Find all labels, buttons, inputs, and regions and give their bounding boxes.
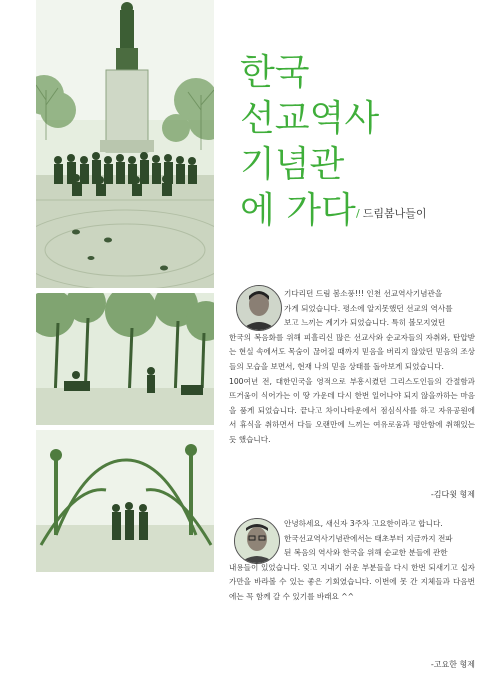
flower-arch-photo (36, 430, 214, 572)
signature-go-yohan: -고요한 형제 (430, 660, 475, 669)
article-line: 기다리던 드림 봄소풍!!! 인천 선교역사기념관을 (284, 289, 443, 298)
byline-slash: / (356, 207, 360, 220)
article-line: 보고 느끼는 계기가 되었습니다. 특히 볼모지였던 (284, 318, 446, 328)
article-body: 내용들이 있었습니다. 잊고 지내기 쉬운 부분들을 다시 한번 되새기고 십자가만을 바라볼 수 있는 좋은 기회였습니다. 이번에 못 간 지체들과 다음번에는 꼭 함께 갈 수 있기를 바래요 ^^ (229, 562, 475, 601)
statue-group-photo (36, 0, 214, 288)
signature-kim-dawit: -김다윗 형제 (430, 490, 475, 499)
byline (356, 205, 426, 221)
article-body: 한국의 복음화를 위해 피흘리신 많은 선교사와 순교자들의 자취와, 탄압받는 현실 속에서도 목숨이 끊어질 때까지 믿음을 버리지 않았던 믿음의 조상들의 모습을 보면서, 현재 나의 믿음 상태를 돌아보게 되었습니다. (229, 332, 475, 371)
title-line-4: 에 가다 (240, 190, 356, 231)
article-line: 된 복음의 역사와 한국을 위해 순교한 분들에 관한 (284, 548, 448, 558)
park-trees-photo (36, 293, 214, 425)
article-line: 한국선교역사기념관에서는 태초부터 지금까지 전파 (284, 533, 453, 543)
article-go-yohan (229, 517, 475, 605)
article-kim-dawit (229, 287, 475, 448)
article-paragraph-2: 100여년 전, 대한민국을 영적으로 부흥시켰던 그리스도인들의 간절함과 뜨거움이 식어가는 이 땅 가운데 다시 한번 일어나야 되지 않을까하는 마음을 품게 되었습니다. 끝나고 차이나타운에서 점심식사를 하고 자유공원에서 휴식을 취하면서 다들 오랜만에 느끼는 여유로움과 평안함에 취해있는 듯 했습니다. (229, 376, 475, 444)
title-line-2: 선교역사 (240, 98, 380, 139)
park-trees-photo-image (36, 293, 214, 425)
title-line-1: 한국 (240, 52, 310, 93)
article-line: 가게 되었습니다. 평소에 알지못했던 선교의 역사를 (284, 303, 453, 313)
statue-group-photo-image (36, 0, 214, 288)
byline-text: 드림봄나들이 (362, 207, 427, 220)
title-line-3: 기념관 (240, 144, 345, 185)
article-line: 안녕하세요, 새신자 3주차 고요한이라고 합니다. (284, 519, 443, 528)
flower-arch-photo-image (36, 430, 214, 572)
